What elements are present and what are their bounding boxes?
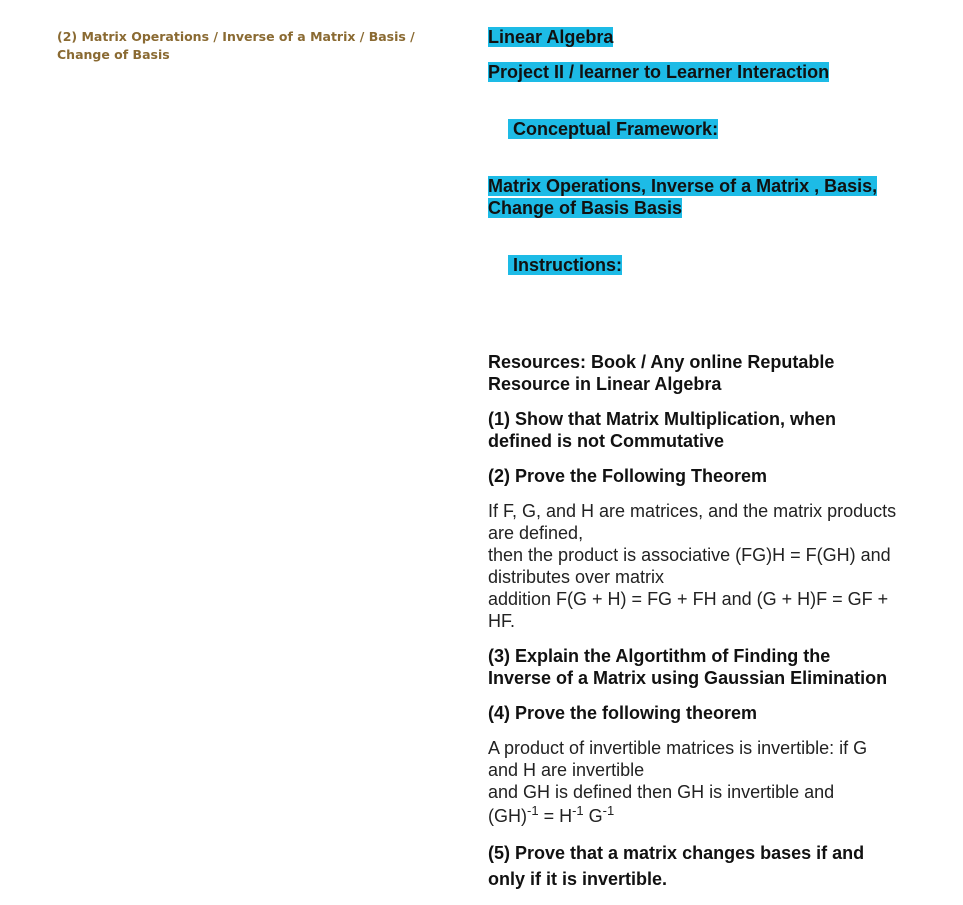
formula-exp-3: -1	[602, 803, 615, 818]
formula-exp-2: -1	[572, 803, 584, 818]
theorem-2-text	[488, 500, 898, 632]
page-title: (2) Matrix Operations / Inverse of a Matrix / Basis / Change of Basis	[57, 29, 415, 62]
question-5: (5) Prove that a matrix changes bases if and only if it is invertible.	[488, 843, 865, 889]
question-4: (4) Prove the following theorem	[488, 703, 758, 723]
framework-value-heading	[488, 175, 898, 219]
question-3: (3) Explain the Algortithm of Finding the Inverse of a Matrix using Gaussian Elimination	[488, 646, 888, 688]
formula-lhs: (GH)	[488, 806, 527, 826]
project-title: Project II / learner to Learner Interaction	[488, 62, 830, 82]
question-2: (2) Prove the Following Theorem	[488, 466, 768, 486]
theorem-4-line-2: and GH is defined then GH is invertible and	[488, 782, 835, 802]
theorem-2-line-2: then the product is associative (FG)H = F(GH) and distributes over matrix	[488, 545, 891, 587]
question-1: (1) Show that Matrix Multiplication, when defined is not Commutative	[488, 409, 837, 451]
formula-eq: = H	[538, 806, 573, 826]
assignment-content	[488, 26, 898, 905]
course-heading	[488, 26, 898, 48]
project-heading	[488, 61, 898, 83]
course-title: Linear Algebra	[488, 27, 614, 47]
instructions-label: Instructions:	[508, 255, 623, 275]
resources-text: Resources: Book / Any online Reputable Resource in Linear Algebra	[488, 352, 835, 394]
theorem-4-text	[488, 737, 898, 829]
framework-heading	[488, 96, 898, 162]
theorem-4-line-1: A product of invertible matrices is invertible: if G and H are invertible	[488, 738, 868, 780]
theorem-2-line-3: addition F(G + H) = FG + FH and (G + H)F = GF + HF.	[488, 589, 889, 631]
spacer	[488, 311, 898, 351]
framework-value: Matrix Operations, Inverse of a Matrix , Basis, Change of Basis Basis	[488, 176, 878, 218]
theorem-2-line-1: If F, G, and H are matrices, and the matrix products are defined,	[488, 501, 897, 543]
formula-exp-1: -1	[527, 803, 539, 818]
framework-label: Conceptual Framework:	[508, 119, 719, 139]
instructions-heading	[488, 232, 898, 298]
formula-g: G	[583, 806, 603, 826]
inverse-formula	[488, 803, 898, 829]
